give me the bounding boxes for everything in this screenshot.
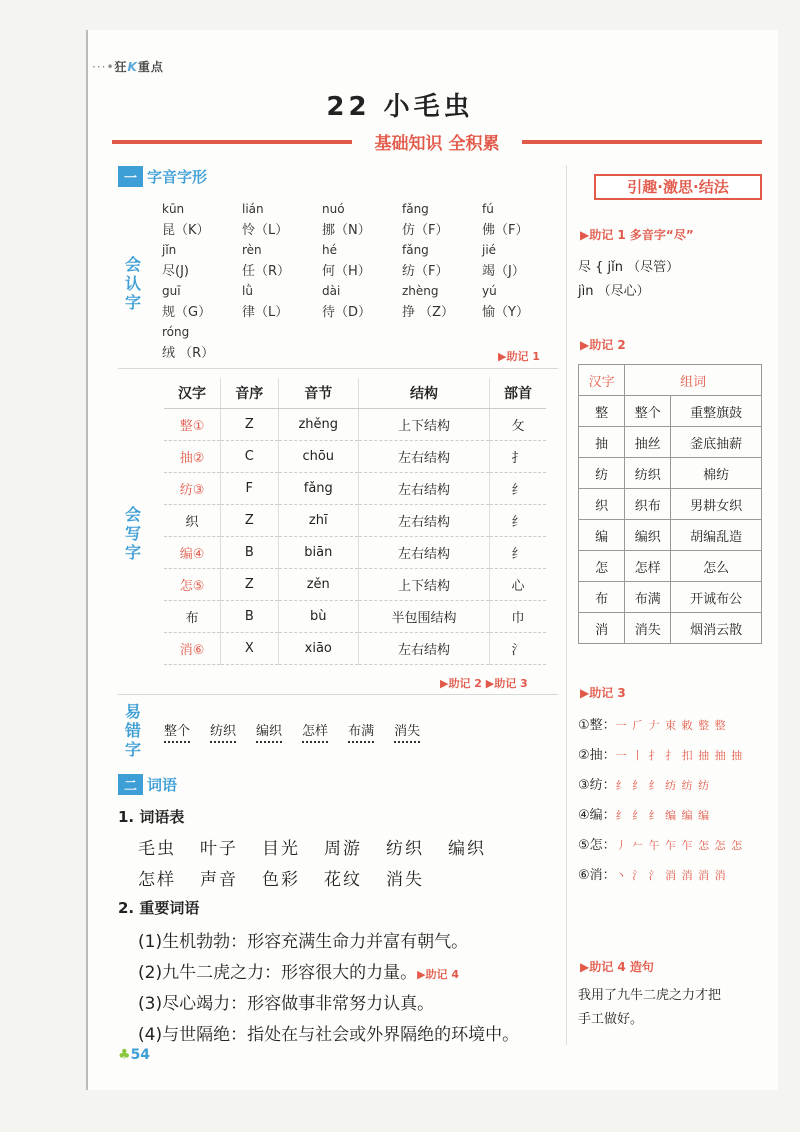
book-spine [86, 30, 88, 1090]
error-word: 纺织 [210, 720, 236, 743]
page-number: ♣54 [118, 1047, 151, 1063]
section-heading-pronunciation: 一 字音字形 [118, 166, 207, 187]
side-memory-1: ▶助记 1 多音字“尽” [580, 228, 694, 242]
error-word: 编织 [256, 720, 282, 743]
error-words [164, 720, 420, 743]
definition-2: (2)九牛二虎之力：形容很大的力量。▶助记 4 [138, 963, 460, 983]
recognize-char: jǐn 尽(J) [162, 243, 189, 279]
table-row: 整 整个 重整旗鼓 [579, 396, 762, 427]
section-banner: 基础知识 全积累 [112, 129, 762, 155]
write-table-header: 部首 [489, 378, 546, 408]
table-row: 织 Z zhī 左右结构 纟 [164, 504, 546, 536]
list-item: 编织 [448, 839, 486, 859]
table-row: 消⑥ X xiāo 左右结构 氵 [164, 632, 546, 664]
heading-word-list: 1. 词语表 [118, 808, 185, 826]
table-row: 纺 纺织 棉纺 [579, 458, 762, 489]
recognize-char: fú 佛（F） [482, 202, 529, 238]
brand-logo: ···•狂K重点 [92, 60, 164, 74]
recognize-char: lǜ 律（L） [242, 284, 289, 320]
memory-ref-4: ▶助记 4 [417, 968, 460, 981]
list-item: 目光 [262, 839, 300, 859]
table-row: 织 织布 男耕女织 [579, 489, 762, 520]
heading-important-words: 2. 重要词语 [118, 899, 200, 917]
label-write: 会写字 [124, 505, 141, 562]
definition-1: (1)生机勃勃：形容充满生命力并富有朝气。 [138, 932, 469, 952]
memory-ref-1: ▶助记 1 [498, 350, 540, 363]
table-row: 怎 怎样 怎么 [579, 551, 762, 582]
definition-3: (3)尽心竭力：形容做事非常努力认真。 [138, 994, 435, 1014]
side-sentence-1: 我用了九牛二虎之力才把 [578, 988, 722, 1003]
stroke-order-line: ④编：纟 纟 纟 编 编 编 [578, 808, 711, 823]
recognize-char: guī 规（G） [162, 284, 212, 320]
recognize-char: fǎng 仿（F） [402, 202, 449, 238]
table-row: 布 布满 开诚布公 [579, 582, 762, 613]
side-polyphone-a: 尽 { jǐn （尽管） [578, 260, 680, 275]
table-row: 编 编织 胡编乱造 [579, 520, 762, 551]
stroke-order-line: ⑤怎：丿 𠂉 午 乍 乍 怎 怎 怎 [578, 838, 744, 853]
table-row: 抽 抽丝 釜底抽薪 [579, 427, 762, 458]
page-title: 22 小毛虫 [326, 92, 474, 122]
recognize-char: zhèng 挣 （Z） [402, 284, 455, 320]
recognize-char: lián 怜（L） [242, 202, 289, 238]
stroke-order-line: ②抽：一 丨 扌 扌 扣 抽 抽 抽 [578, 748, 744, 763]
label-error: 易错字 [124, 702, 141, 759]
list-item: 怎样 [138, 870, 176, 890]
side-memory-4: ▶助记 4 造句 [580, 960, 654, 974]
stroke-order-line: ⑥消：丶 氵 氵 消 消 消 消 [578, 868, 727, 883]
recognize-char: nuó 挪（N） [322, 202, 371, 238]
list-item: 毛虫 [138, 839, 176, 859]
definition-4: (4)与世隔绝：指处在与社会或外界隔绝的环境中。 [138, 1025, 520, 1045]
recognize-char: fǎng 纺（F） [402, 243, 449, 279]
word-list-line-1 [138, 834, 486, 859]
recognize-char: dài 待（D） [322, 284, 372, 320]
table-row: 布 B bù 半包围结构 巾 [164, 600, 546, 632]
recognize-char: kūn 昆（K） [162, 202, 210, 238]
error-word: 怎样 [302, 720, 328, 743]
label-recognize: 会认字 [124, 255, 141, 312]
side-sentence-2: 手工做好。 [578, 1012, 644, 1027]
error-word: 整个 [164, 720, 190, 743]
side-memory-3: ▶助记 3 [580, 686, 626, 700]
list-item: 消失 [386, 870, 424, 890]
stroke-order-line: ①整：一 𠂆 𠂇 束 敕 整 整 [578, 718, 727, 733]
table-row: 怎⑤ Z zěn 上下结构 心 [164, 568, 546, 600]
word-list-line-2 [138, 865, 424, 890]
list-item: 花纹 [324, 870, 362, 890]
error-word: 消失 [394, 720, 420, 743]
list-item: 纺织 [386, 839, 424, 859]
list-item: 色彩 [262, 870, 300, 890]
side-word-table: 汉字 组词 整 整个 重整旗鼓 抽 抽丝 釜底抽薪 纺 纺织 棉纺 织 织布 男耕女织 编 编织 胡编乱造 怎 怎样 怎么 布 布满 开诚布公 消 消失 烟消云散 [578, 364, 762, 644]
memory-ref-2-3: ▶助记 2 ▶助记 3 [440, 677, 528, 690]
table-row: 纺③ F fǎng 左右结构 纟 [164, 472, 546, 504]
list-item: 叶子 [200, 839, 238, 859]
write-table [164, 378, 546, 665]
write-table-header: 音节 [278, 378, 358, 408]
write-table-header: 音序 [221, 378, 279, 408]
recognize-char: hé 何（H） [322, 243, 371, 279]
list-item: 声音 [200, 870, 238, 890]
side-memory-2: ▶助记 2 [580, 338, 626, 352]
table-row: 整① Z zhěng 上下结构 攵 [164, 408, 546, 440]
error-word: 布满 [348, 720, 374, 743]
section-heading-words: 二 词语 [118, 774, 177, 795]
side-polyphone-b: jìn （尽心） [578, 284, 650, 299]
side-panel-heading: 引趣·激思·结法 [594, 174, 762, 200]
recognize-char: yú 愉（Y） [482, 284, 529, 320]
write-table-header: 结构 [359, 378, 490, 408]
list-item: 周游 [324, 839, 362, 859]
stroke-order-line: ③纺：纟 纟 纟 纺 纺 纺 [578, 778, 711, 793]
recognize-char: rèn 任（R） [242, 243, 291, 279]
recognize-char: jié 竭（J） [482, 243, 525, 279]
table-row: 编④ B biān 左右结构 纟 [164, 536, 546, 568]
table-row: 抽② C chōu 左右结构 扌 [164, 440, 546, 472]
write-table-header: 汉字 [164, 378, 221, 408]
recognize-char: róng 绒 （R） [162, 325, 215, 361]
table-row: 消 消失 烟消云散 [579, 613, 762, 644]
